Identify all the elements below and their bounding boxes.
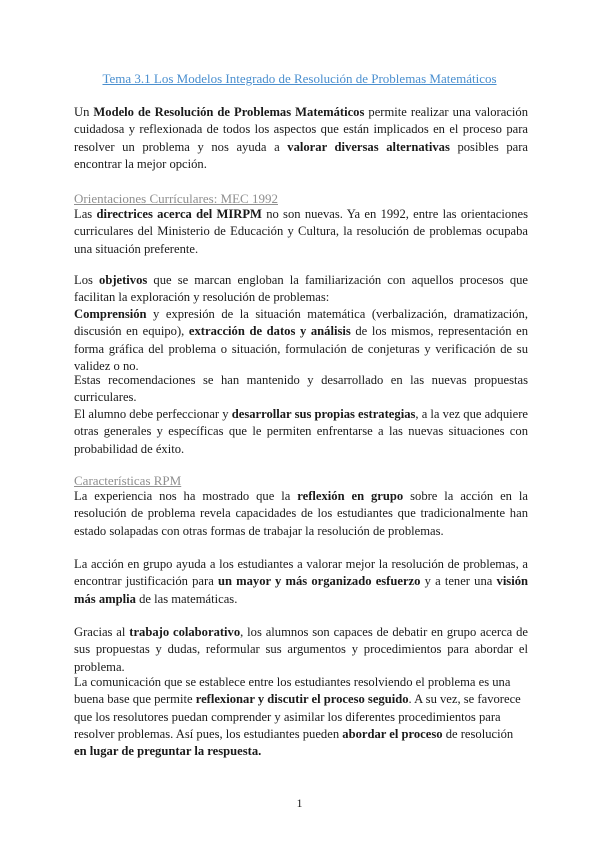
document-title: Tema 3.1 Los Modelos Integrado de Resolución de Problemas Matemáticos — [102, 71, 497, 86]
text-run: no son nuevas. Ya en 1992, entre las orientaciones curriculares del Ministerio de Educación y Cultura, la resolución de problemas ocupaba una situación preferente. — [74, 207, 528, 256]
text-run: de resolución — [442, 726, 514, 741]
emphasis-text: desarrollar sus propias estrategias — [231, 407, 416, 421]
text-run: Estas recomendaciones se han mantenido y desarrollado en las nuevas propuestas curriculares. — [74, 373, 528, 405]
text-run: permite realizar una valoración cuidadosa y reflexionada de todos los aspectos que están implicados en el proceso para resolver un problema y nos ayuda a — [74, 105, 528, 154]
text-run: , los alumnos son capaces de debatir en grupo acerca de sus propuestas y dudas, reformular sus argumentos y procedimientos para abordar el problema. — [74, 625, 529, 674]
paragraph-comprension — [74, 306, 528, 375]
text-run: sobre la acción en la resolución de problema revela capacidades de los estudiantes que tradicionalmente han estado solapadas con otras formas de trabajar la resolución de problemas. — [74, 489, 528, 538]
text-run: de las matemáticas. — [135, 591, 238, 606]
paragraph-recomendaciones — [74, 372, 528, 407]
emphasis-text: directrices acerca del MIRPM — [96, 207, 262, 221]
paragraph-comunicacion — [74, 674, 528, 760]
text-run: y a tener una — [420, 574, 497, 589]
emphasis-text: reflexión en grupo — [297, 489, 404, 503]
text-run: , a la vez que adquiere otras generales y específicas que le permiten enfrentarse a las nuevas situaciones con probabilidad de éxito. — [74, 407, 528, 456]
paragraph-directrices — [74, 206, 528, 258]
emphasis-text: reflexionar y discutir el proceso seguido — [195, 692, 409, 707]
section-heading-orientaciones: Orientaciones Currículares: MEC 1992 — [74, 191, 278, 206]
emphasis-text: en lugar de preguntar la respuesta. — [74, 744, 262, 759]
paragraph-reflexion — [74, 488, 528, 540]
emphasis-text: extracción de datos y análisis — [188, 324, 351, 339]
text-run: que se marcan engloban la familiarización con aquellos procesos que facilitan la exploración y resolución de problemas: — [74, 273, 529, 305]
text-run: La experiencia nos ha mostrado que la — [74, 489, 298, 503]
text-run: Los — [74, 273, 100, 287]
paragraph-trabajo-colaborativo — [74, 624, 528, 676]
emphasis-text: Comprensión — [74, 307, 147, 321]
intro-paragraph — [74, 104, 528, 173]
text-run: Gracias al — [74, 625, 130, 639]
emphasis-text: un mayor y más organizado esfuerzo — [217, 574, 421, 589]
paragraph-accion-grupo — [74, 556, 528, 608]
text-run: y expresión de la situación matemática (verbalización, dramatización, discusión en equipo), — [74, 307, 528, 339]
text-run: La comunicación que se establece entre los estudiantes resolviendo el problema es una buena base que permite — [74, 675, 511, 707]
text-run: La acción en grupo ayuda a los estudiantes a valorar mejor la resolución de problemas, a encontrar justificación para — [74, 557, 528, 589]
text-run: posibles para encontrar la mejor opción. — [74, 139, 528, 171]
text-run: El alumno debe perfeccionar y — [74, 407, 232, 421]
emphasis-text: valorar diversas alternativas — [287, 139, 450, 154]
paragraph-estrategias — [74, 406, 528, 458]
paragraph-objetivos — [74, 272, 528, 307]
page-number: 1 — [296, 796, 303, 810]
emphasis-text: visión más amplia — [74, 574, 529, 606]
emphasis-text: trabajo colaborativo — [129, 625, 241, 639]
text-run: Un — [74, 105, 94, 119]
text-run: Las — [74, 207, 97, 221]
emphasis-text: Modelo de Resolución de Problemas Matemáticos — [93, 105, 365, 119]
text-run: de los mismos, representación en forma gráfica del problema o situación, formulación de conjeturas y verificación de su validez o no. — [74, 324, 528, 373]
emphasis-text: abordar el proceso — [342, 726, 443, 741]
emphasis-text: objetivos — [99, 273, 148, 287]
section-heading-caracteristicas: Características RPM — [74, 473, 182, 488]
text-run: . A su vez, se favorece que los resolutores puedan comprender y asimilar los diferentes procedimientos para resolver problemas. Así pues, los estudiantes pueden — [74, 692, 521, 741]
